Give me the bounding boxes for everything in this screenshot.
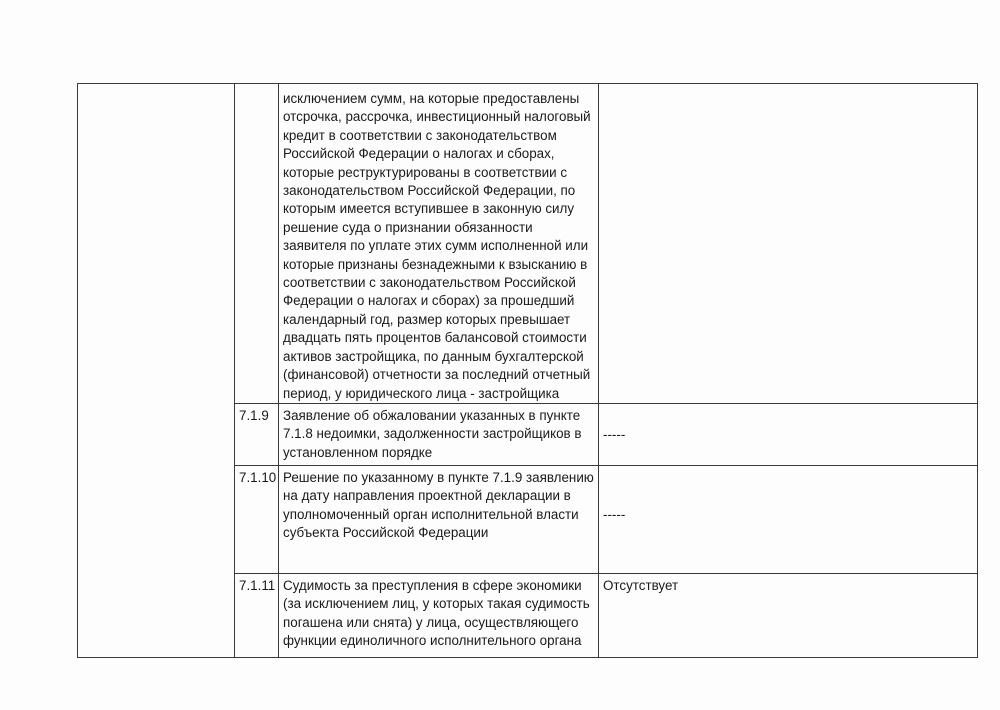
declaration-table	[77, 83, 978, 658]
item-number-cell	[235, 573, 279, 657]
item-value-cell	[599, 573, 978, 657]
item-number-cell	[235, 403, 279, 465]
item-description: Заявление об обжаловании указанных в пункте 7.1.8 недоимки, задолженности застройщиков в установленном порядке	[283, 407, 582, 460]
item-number-cell	[235, 465, 279, 573]
table-row	[78, 84, 978, 404]
item-description-cell	[279, 573, 599, 657]
section-cell	[78, 84, 235, 658]
item-value: -----	[603, 426, 626, 442]
item-value-cell	[599, 465, 978, 573]
item-number-cell	[235, 84, 279, 404]
item-number: 7.1.9	[239, 407, 269, 423]
item-value: -----	[603, 506, 626, 522]
item-description-cell	[279, 84, 599, 404]
item-value: Отсутствует	[603, 577, 679, 593]
item-value-cell	[599, 403, 978, 465]
item-description: Судимость за преступления в сфере экономики (за исключением лиц, у которых такая судимость погашена или снята) у лица, осуществляющего функции единоличного исполнительного органа	[283, 577, 590, 649]
item-number: 7.1.11	[239, 577, 276, 593]
item-description-cell	[279, 403, 599, 465]
item-description: Решение по указанному в пункте 7.1.9 заявлению на дату направления проектной декларации в уполномоченный орган исполнительной власти субъекта Российской Федерации	[283, 469, 594, 541]
item-number: 7.1.10	[239, 469, 277, 485]
item-value-cell	[599, 84, 978, 404]
item-description-cell	[279, 465, 599, 573]
item-description: исключением сумм, на которые предоставлены отсрочка, рассрочка, инвестиционный налоговый кредит в соответствии с законодательством Российской Федерации о налогах и сборах, которые реструктурированы в соответствии с законодательством Российской Федерации, по которым имеется вступившее в законную силу решение суда о признании обязанности заявителя по уплате этих сумм исполненной или которые признаны безнадежными к взысканию в соответствии с законодательством Российской Федерации о налогах и сборах) за прошедший календарный год, размер которых превышает двадцать пять процентов балансовой стоимости активов застройщика, по данным бухгалтерской (финансовой) отчетности за последний отчетный период, у юридического лица - застройщика	[283, 91, 591, 401]
